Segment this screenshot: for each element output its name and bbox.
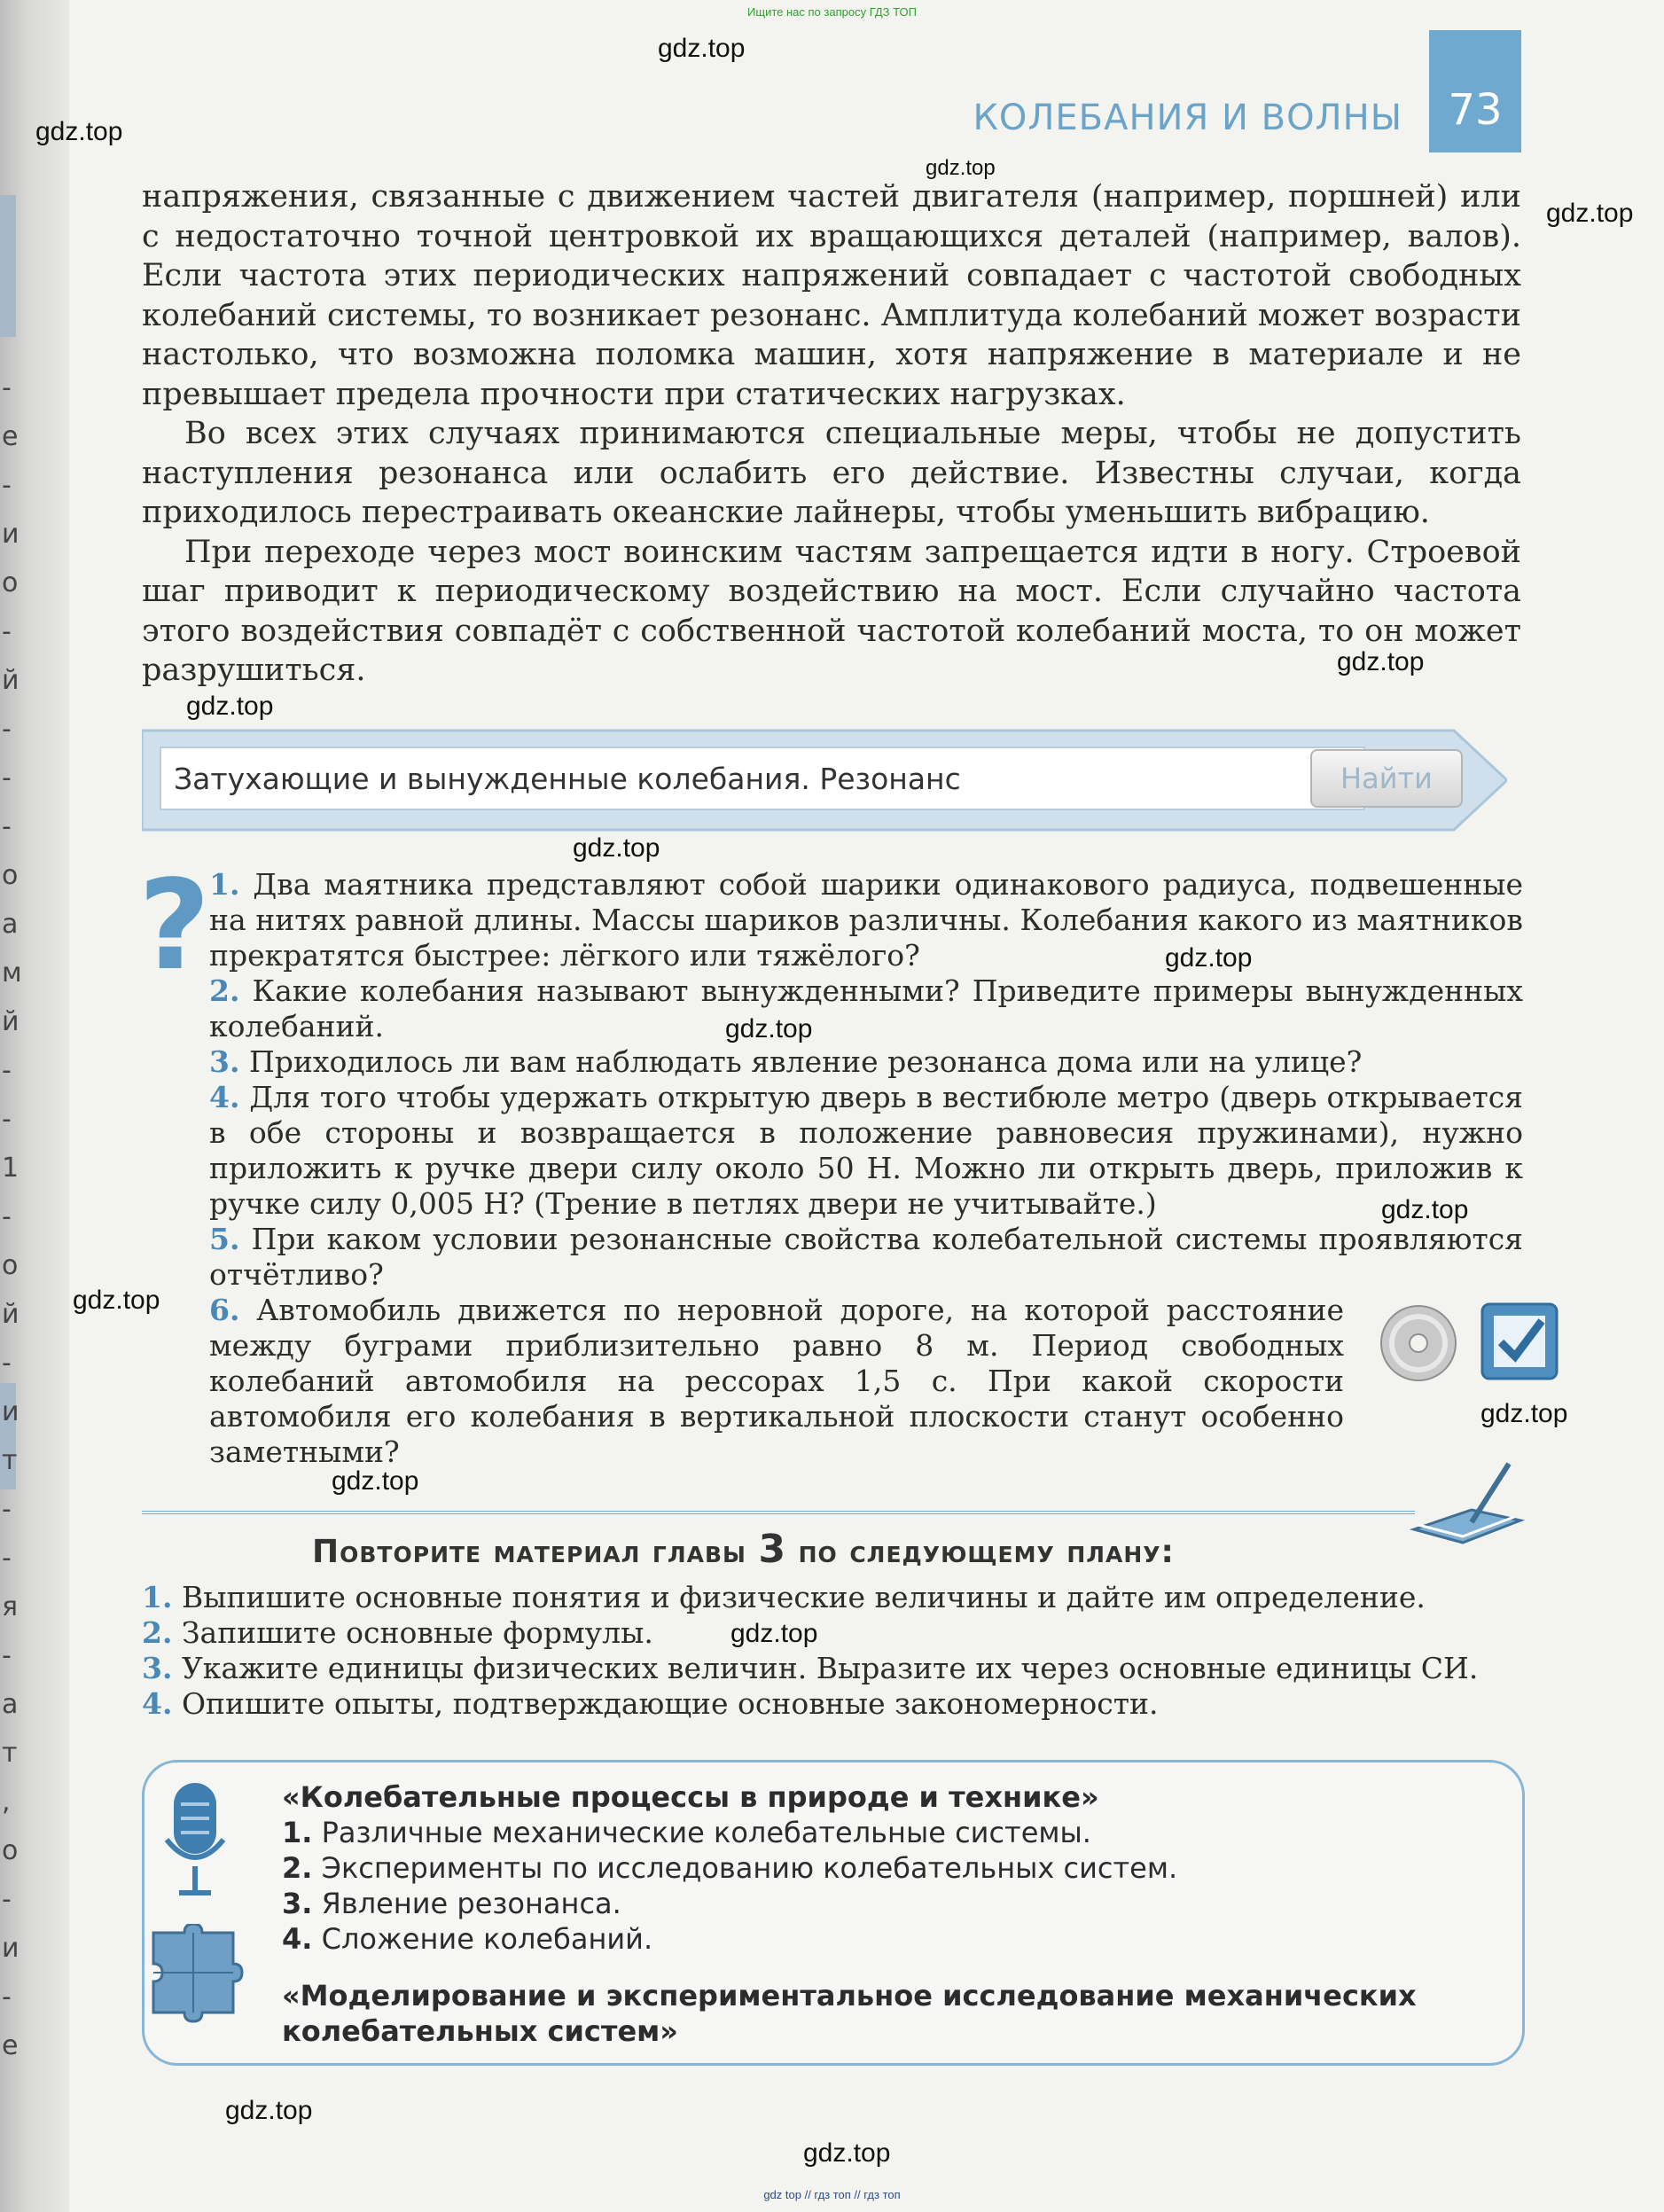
plan-text: Запишите основные формулы. [181,1615,653,1650]
plan-item [142,1580,1525,1615]
spine-letter: - [2,616,12,647]
microphone-icon [160,1778,230,1902]
watermark: gdz.top [332,1466,419,1496]
watermark: gdz.top [658,34,746,63]
project-title: «Моделирование и экспериментальное исследование механических [282,1979,1417,2013]
spine-letter: а [2,909,19,940]
spine-letter: й [2,1006,20,1037]
watermark: gdz.top [1337,647,1425,676]
spine-letter: - [2,1104,12,1135]
plan-item [142,1615,1525,1651]
review-title-part: Повторите материал главы [312,1534,746,1570]
spine-letter: - [2,1055,12,1086]
watermark-bottom-note: gdz top // гдз топ // гдз топ [763,2188,901,2201]
paragraph: При переходе через мост воинским частям запрещается идти в ногу. Строевой шаг приводит к периодическому воздействию на мост. Если случайно частота этого воздействия совпадёт с собственной частотой колебаний моста, то он может разрушиться. [142,534,1521,688]
question-item [209,1044,1523,1080]
find-button[interactable]: Найти [1310,749,1463,808]
spine-blue-strip [0,195,16,337]
question-item [209,1080,1523,1222]
search-input[interactable]: Затухающие и вынужденные колебания. Резонанс [160,746,1365,810]
spine-letter: о [2,567,19,598]
question-number: 3. [209,1044,240,1079]
spine-letter: о [2,1250,19,1281]
question-text: Два маятника представляют собой шарики одинакового радиуса, подвешенные на нитях равной длины. Массы шариков различны. Колебания какого из маятников прекратятся быстрее: лёгкого или тяжёлого? [209,867,1523,973]
puzzle-icon [149,1924,246,2030]
report-text: Эксперименты по исследованию колебательных систем. [321,1851,1178,1885]
watermark: gdz.top [73,1286,160,1315]
watermark: gdz.top [926,156,996,180]
report-item [282,1922,652,1956]
plan-item [142,1651,1525,1686]
plan-text: Опишите опыты, подтверждающие основные закономерности. [181,1686,1159,1721]
spine-letter: - [2,714,12,745]
plan-number: 4. [142,1686,173,1721]
spine-letter: - [2,1494,12,1525]
questions-list [209,867,1523,1470]
review-plan [142,1580,1525,1722]
question-text: При каком условии резонансные свойства колебательной системы проявляются отчётливо? [209,1222,1523,1292]
report-item [282,1851,1177,1885]
project-title: колебательных систем» [282,2014,678,2048]
question-item [209,973,1523,1044]
spine-letter: - [2,1201,12,1232]
spine-letter: и [2,1933,20,1964]
report-title: «Колебательные процессы в природе и технике» [282,1780,1099,1814]
question-item [209,1293,1344,1470]
watermark-top-note: Ищите нас по запросу ГДЗ ТОП [747,5,917,19]
spine-letter: - [2,1640,12,1671]
watermark: gdz.top [225,2096,313,2125]
plan-text: Укажите единицы физических величин. Выразите их через основные единицы СИ. [181,1651,1479,1685]
spine-letter: а [2,1689,19,1720]
spine-letter: о [2,860,19,891]
spine-letter: т [2,1445,18,1476]
report-number: 1. [282,1816,313,1849]
spine-letter: - [2,811,12,842]
report-number: 2. [282,1851,313,1885]
spine-letter: й [2,665,20,696]
question-number: 6. [209,1293,240,1327]
question-number: 1. [209,867,240,902]
paragraph: Во всех этих случаях принимаются специальные меры, чтобы не допустить наступления резонанса или ослабить его действие. Известны случаи, когда приходилось перестраивать океанские лайнеры, чтобы уменьшить вибрацию. [142,416,1521,530]
report-item [282,1887,621,1920]
spine-letter: - [2,1348,12,1379]
plan-text: Выпишите основные понятия и физические величины и дайте им определение. [181,1580,1426,1614]
spine-letter: - [2,1981,12,2013]
spine-letter: м [2,957,22,989]
question-item [209,1222,1523,1293]
spine-letter: и [2,1396,20,1427]
spine-letter: 1 [2,1153,20,1184]
book-pen-icon [1410,1458,1525,1560]
watermark: gdz.top [186,692,274,721]
spine-letter: и [2,519,20,550]
spine-letter: о [2,1835,19,1866]
question-text: Какие колебания называют вынужденными? Приведите примеры вынужденных колебаний. [209,973,1523,1043]
plan-number: 2. [142,1615,173,1650]
report-item [282,1816,1091,1849]
report-text: Сложение колебаний. [321,1922,653,1956]
question-number: 4. [209,1080,240,1114]
spine-letter: - [2,372,12,403]
question-text: Приходилось ли вам наблюдать явление резонанса дома или на улице? [248,1044,1363,1079]
spine-letter: е [2,2030,19,2061]
paragraph: напряжения, связанные с движением частей двигателя (например, поршней) или с недостаточно точной центровкой их вращающихся деталей (например, валов). Если частота этих периодических напряжений совпадает с частотой свободных колебаний системы, то возникает резонанс. Амплитуда колебаний может возрасти настолько, что возможна поломка машин, хотя напряжение в материале и не превышает предела прочности при статических нагрузках. [142,179,1521,412]
checkbox-icon[interactable] [1480,1301,1559,1381]
section-divider [142,1511,1415,1514]
plan-number: 1. [142,1580,173,1614]
spine-letter: - [2,1884,12,1915]
watermark: gdz.top [803,2138,891,2168]
watermark: gdz.top [35,117,123,146]
question-item [209,867,1523,973]
spine-letter: - [2,470,12,501]
review-title-part: по следующему плану: [798,1534,1175,1570]
question-number: 5. [209,1222,240,1256]
report-text: Различные механические колебательные системы. [321,1816,1091,1849]
search-bar [142,727,1507,833]
spine-letter: т [2,1738,18,1769]
watermark: gdz.top [573,833,660,863]
watermark: gdz.top [1546,199,1634,228]
spine-letter: - [2,762,12,793]
spine-letter: , [2,1786,11,1817]
spine-letter: я [2,1591,19,1622]
watermark: gdz.top [1381,1195,1469,1224]
watermark: gdz.top [725,1014,813,1043]
question-text: Автомобиль движется по неровной дороге, на которой расстояние между буграми приблизительно равно 8 м. Период свободных колебаний автомобиля на рессорах 1,5 с. При какой скорости автомобиля его колебания в вертикальной плоскости станут особенно заметными? [209,1293,1344,1469]
question-mark-icon: ? [138,854,211,998]
report-text: Явление резонанса. [321,1887,621,1920]
page-number: 73 [1429,30,1521,152]
question-number: 2. [209,973,240,1008]
review-chapter-number: 3 [758,1527,787,1572]
watermark: gdz.top [1480,1399,1568,1428]
report-number: 4. [282,1922,313,1956]
spine-letter: й [2,1299,20,1330]
cd-disc-icon[interactable] [1379,1303,1458,1383]
plan-number: 3. [142,1651,173,1685]
watermark: gdz.top [730,1619,818,1648]
report-number: 3. [282,1887,313,1920]
question-text: Для того чтобы удержать открытую дверь в вестибюле метро (дверь открывается в обе стороны и возвращается в положение равновесия пружинами), нужно приложить к ручке двери силу около 50 Н. Можно ли открыть дверь, приложив к ручке силу 0,005 Н? (Трение в петлях двери не учитывайте.) [209,1080,1523,1221]
main-text [142,177,1521,691]
spine-letter: - [2,1543,12,1574]
plan-item [142,1686,1525,1722]
chapter-title: КОЛЕБАНИЯ И ВОЛНЫ [973,98,1402,138]
spine-letter: е [2,421,19,452]
watermark: gdz.top [1165,943,1253,973]
review-title [312,1527,1175,1572]
